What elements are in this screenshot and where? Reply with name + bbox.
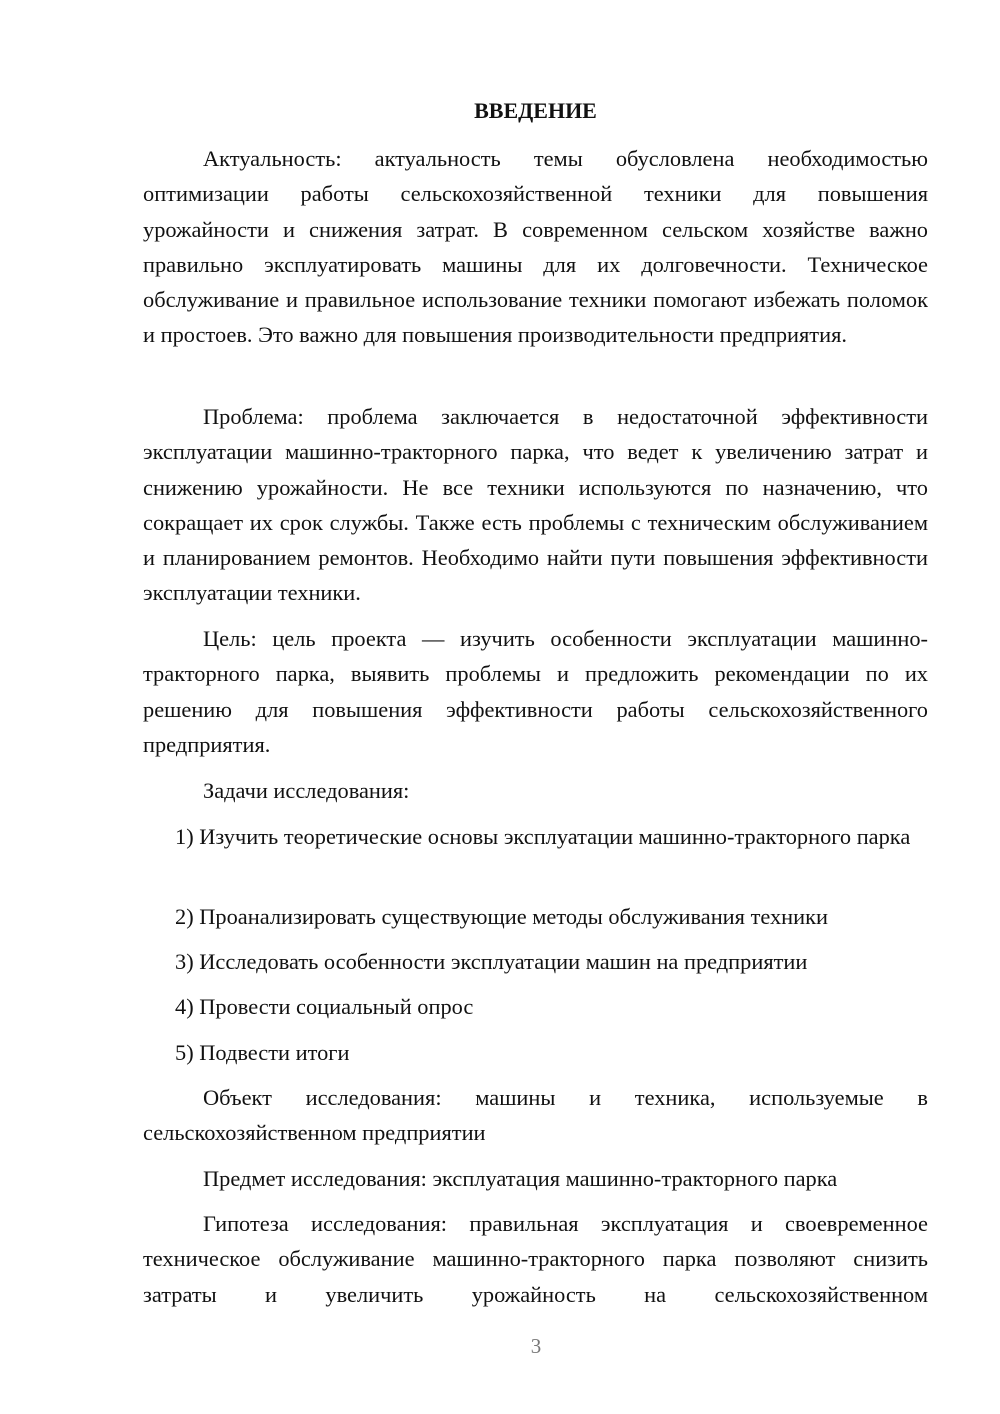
subject-paragraph: Предмет исследования: эксплуатация машинно-тракторного парка: [203, 1166, 838, 1191]
goal-paragraph: Цель: цель проекта — изучить особенности эксплуатации машинно-тракторного парка, выявить проблемы и предложить рекомендации по их решению для повышения эффективности работы сельскохозяйственного предприятия.: [143, 626, 928, 757]
problem-paragraph: Проблема: проблема заключается в недостаточной эффективности эксплуатации машинно-тракторного парка, что ведет к увеличению затрат и снижению урожайности. Не все техники используются по назначению, что сокращает их срок службы. Также есть проблемы с техническим обслуживанием и планированием ремонтов. Необходимо найти пути повышения эффективности эксплуатации техники.: [143, 404, 928, 606]
task-item-4: 4) Провести социальный опрос: [175, 994, 474, 1019]
hypothesis-paragraph: Гипотеза исследования: правильная эксплуатация и своевременное техническое обслуживание машинно-тракторного парка позволяют снизить затраты и увеличить урожайность на сельскохозяйственном: [143, 1211, 928, 1307]
task-item-5: 5) Подвести итоги: [175, 1040, 350, 1065]
tasks-heading: Задачи исследования:: [203, 778, 410, 803]
page-title: ВВЕДЕНИЕ: [474, 98, 597, 123]
task-item-2: 2) Проанализировать существующие методы обслуживания техники: [175, 904, 829, 929]
relevance-paragraph: Актуальность: актуальность темы обусловлена необходимостью оптимизации работы сельскохозяйственной техники для повышения урожайности и снижения затрат. В современном сельском хозяйстве важно правильно эксплуатировать машины для их долговечности. Техническое обслуживание и правильное использование техники помогают избежать поломок и простоев. Это важно для повышения производительности предприятия.: [143, 146, 928, 348]
object-paragraph: Объект исследования: машины и техника, используемые в сельскохозяйственном предприятии: [143, 1085, 928, 1146]
page-number: 3: [530, 1334, 542, 1358]
task-item-1: 1) Изучить теоретические основы эксплуатации машинно-тракторного парка: [175, 824, 911, 849]
task-item-3: 3) Исследовать особенности эксплуатации машин на предприятии: [175, 949, 808, 974]
